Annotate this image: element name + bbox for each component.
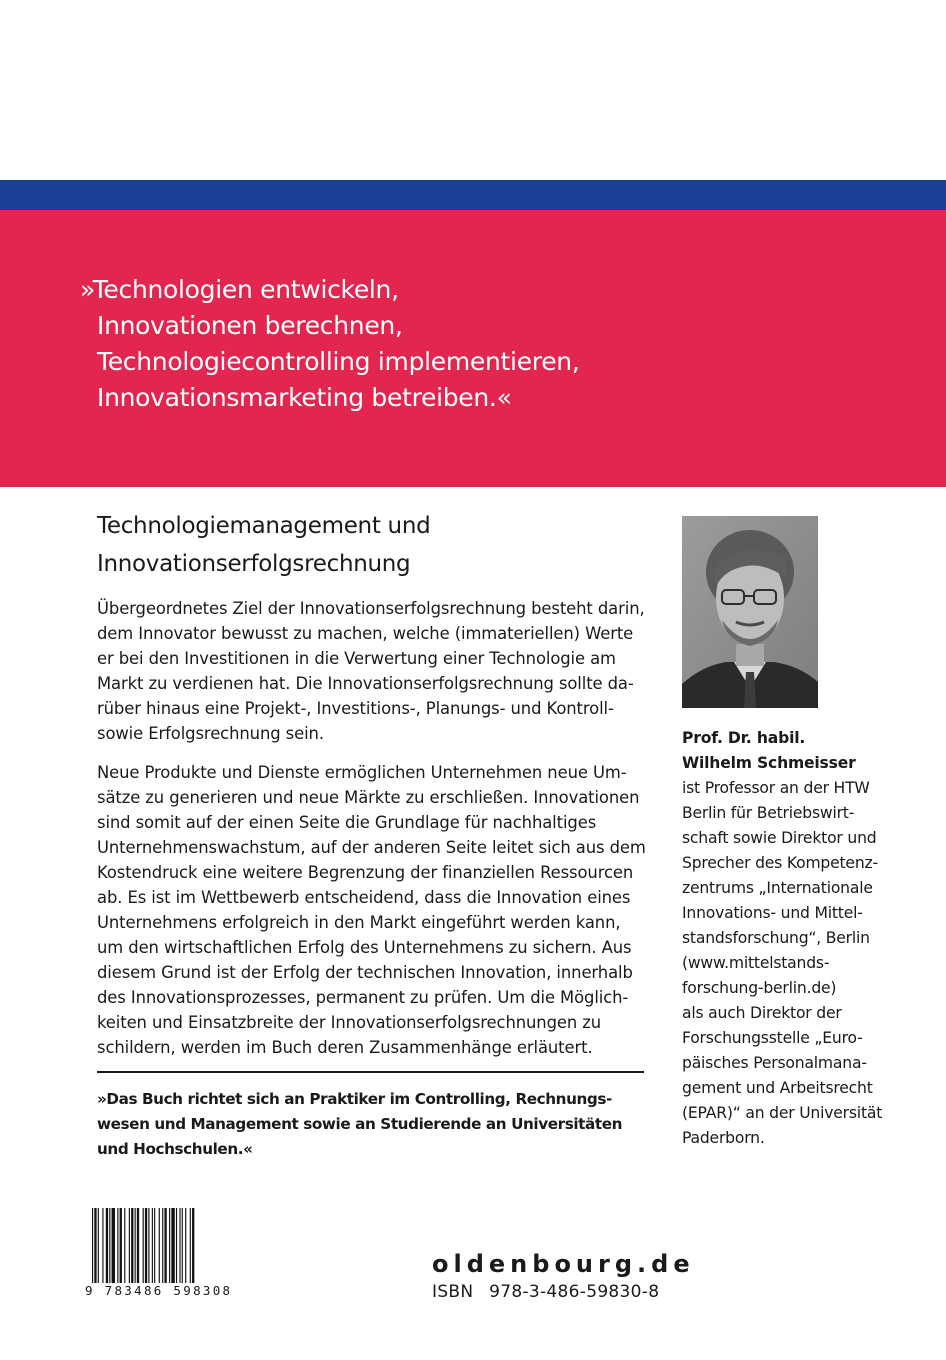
author-name: Prof. Dr. habil. xyxy=(682,729,806,747)
bio-line: standsforschung“, Berlin xyxy=(682,929,870,947)
barcode-bar xyxy=(109,1208,110,1286)
barcode-bar xyxy=(92,1208,93,1286)
barcode-bar xyxy=(164,1208,166,1286)
barcode-bar xyxy=(190,1208,191,1286)
bio-line: päisches Personalmana- xyxy=(682,1054,867,1072)
quote-line: Innovationen berechnen, xyxy=(97,311,403,340)
text-line: diesem Grund ist der Erfolg der technischen Innovation, innerhalb xyxy=(97,963,633,982)
barcode-bar xyxy=(145,1208,147,1286)
bio-line: zentrums „Internationale xyxy=(682,879,873,897)
target-audience xyxy=(97,1087,657,1162)
barcode-bar xyxy=(124,1208,125,1286)
barcode-bar xyxy=(192,1208,194,1286)
text-line: sätze zu generieren und neue Märkte zu erschließen. Innovationen xyxy=(97,788,640,807)
banner-quote xyxy=(80,272,900,416)
barcode-bar xyxy=(162,1208,163,1286)
text-line: »Das Buch richtet sich an Praktiker im Controlling, Rechnungs- xyxy=(97,1090,612,1108)
bio-line: ist Professor an der HTW xyxy=(682,779,870,797)
bio-line: gement und Arbeitsrecht xyxy=(682,1079,873,1097)
barcode-bar xyxy=(185,1208,186,1286)
text-line: Kostendruck eine weitere Begrenzung der finanziellen Ressourcen xyxy=(97,863,634,882)
blue-band xyxy=(0,180,946,210)
book-title xyxy=(97,507,657,583)
quote-line: Technologiecontrolling implementieren, xyxy=(97,347,580,376)
barcode-bar xyxy=(152,1208,153,1286)
barcode-bar xyxy=(94,1208,96,1286)
bio-line: forschung-berlin.de) xyxy=(682,979,837,997)
text-line: dem Innovator bewusst zu machen, welche (immateriellen) Werte xyxy=(97,624,634,643)
text-line: Übergeordnetes Ziel der Innovationserfolgsrechnung besteht darin, xyxy=(97,599,645,618)
text-line: um den wirtschaftlichen Erfolg des Unternehmens zu sichern. Aus xyxy=(97,938,632,957)
author-bio xyxy=(682,726,932,1151)
isbn: ISBN 978-3-486-59830-8 xyxy=(432,1282,660,1302)
barcode-bar xyxy=(143,1208,144,1286)
text-line: und Hochschulen.« xyxy=(97,1140,253,1158)
text-line: rüber hinaus eine Projekt-, Investitions-, Planungs- und Kontroll- xyxy=(97,699,614,718)
bio-line: Innovations- und Mittel- xyxy=(682,904,863,922)
barcode-bar xyxy=(169,1208,170,1286)
barcode-bar xyxy=(135,1208,136,1286)
paragraph-2 xyxy=(97,760,657,1060)
barcode-bar xyxy=(129,1208,130,1286)
bio-line: schaft sowie Direktor und xyxy=(682,829,877,847)
barcode-bar xyxy=(176,1208,177,1286)
bio-line: als auch Direktor der xyxy=(682,1004,842,1022)
divider xyxy=(97,1071,644,1073)
text-line: Neue Produkte und Dienste ermöglichen Unternehmen neue Um- xyxy=(97,763,627,782)
barcode-digits: 9 783486 598308 xyxy=(85,1283,233,1298)
text-line: wesen und Management sowie an Studierende an Universitäten xyxy=(97,1115,623,1133)
publisher-url: oldenbourg.de xyxy=(432,1250,695,1278)
barcode-bar xyxy=(159,1208,160,1286)
title-line: Innovationserfolgsrechnung xyxy=(97,551,411,577)
text-line: des Innovationsprozesses, permanent zu prüfen. Um die Möglich- xyxy=(97,988,629,1007)
bio-line: (www.mittelstands- xyxy=(682,954,830,972)
barcode-bar xyxy=(182,1208,183,1286)
barcode-bar xyxy=(154,1208,155,1286)
barcode-bar xyxy=(117,1208,118,1286)
barcode-bar xyxy=(137,1208,139,1286)
barcode-bar xyxy=(148,1208,149,1286)
barcode-bar xyxy=(112,1208,115,1286)
quote-line: »Technologien entwickeln, xyxy=(80,275,399,304)
bio-line: Sprecher des Kompetenz- xyxy=(682,854,878,872)
bio-line: (EPAR)“ an der Universität xyxy=(682,1104,883,1122)
text-line: Unternehmenswachstum, auf der anderen Seite leitet sich aus dem xyxy=(97,838,646,857)
barcode-bar xyxy=(106,1208,108,1286)
barcode-bar xyxy=(98,1208,99,1286)
title-line: Technologiemanagement und xyxy=(97,513,431,539)
text-line: keiten und Einsatzbreite der Innovationserfolgsrechnungen zu xyxy=(97,1013,602,1032)
barcode-bar xyxy=(179,1208,180,1286)
barcode-bar xyxy=(171,1208,174,1286)
quote-line: Innovationsmarketing betreiben.« xyxy=(97,383,512,412)
text-line: ab. Es ist im Wettbewerb entscheidend, dass die Innovation eines xyxy=(97,888,631,907)
text-line: Unternehmens erfolgreich in den Markt eingeführt werden kann, xyxy=(97,913,621,932)
text-line: er bei den Investitionen in die Verwertung einer Technologie am xyxy=(97,649,616,668)
text-line: Markt zu verdienen hat. Die Innovationserfolgsrechnung sollte da- xyxy=(97,674,634,693)
bio-line: Forschungsstelle „Euro- xyxy=(682,1029,863,1047)
barcode-bar xyxy=(102,1208,103,1286)
bio-line: Paderborn. xyxy=(682,1129,765,1147)
bio-line: Berlin für Betriebswirt- xyxy=(682,804,855,822)
paragraph-1 xyxy=(97,596,657,746)
description xyxy=(97,596,657,1060)
text-line: schildern, werden im Buch deren Zusammenhänge erläutert. xyxy=(97,1038,593,1057)
barcode-bar xyxy=(120,1208,122,1286)
text-line: sowie Erfolgsrechnung sein. xyxy=(97,724,324,743)
barcode-bar xyxy=(131,1208,133,1286)
author-name: Wilhelm Schmeisser xyxy=(682,754,856,772)
text-line: sind somit auf der einen Seite die Grundlage für nachhaltiges xyxy=(97,813,597,832)
author-photo xyxy=(682,516,818,708)
